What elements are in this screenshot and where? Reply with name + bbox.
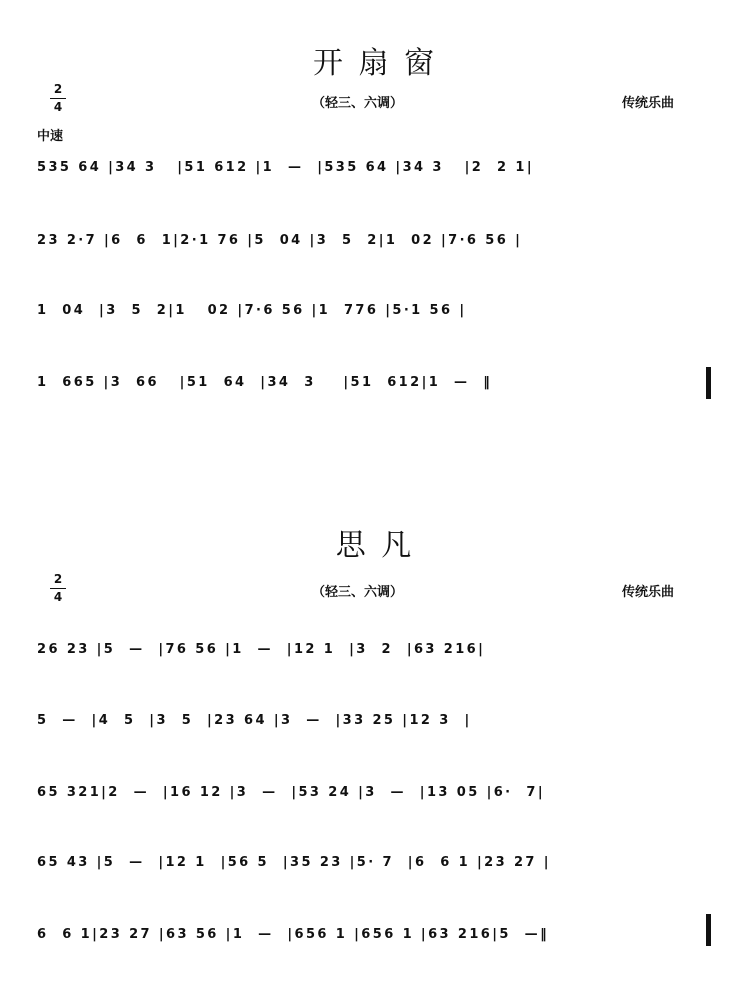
piece2-attribution: 传统乐曲 [622,585,675,600]
piece1-attribution: 传统乐曲 [622,96,675,111]
piece1-final-barline [706,367,711,399]
piece2-row-3: 65 321|2 — |16 12 |3 — |53 24 |3 — |13 05 |6· 7| [37,785,545,800]
piece1-title: 开 扇 窗 [312,46,438,81]
piece1-row-4: 1 665 |3 66 |51 64 |34 3 |51 612|1 — ‖ [37,375,493,390]
piece2-final-barline [706,914,711,946]
piece1-tempo: 中速 [37,129,64,144]
piece1-row-3: 1 04 |3 5 2|1 02 |7·6 56 |1 776 |5·1 56 | [37,303,467,318]
time-signature-bottom: 4 [53,590,63,604]
piece2-time-signature [50,572,66,605]
time-signature-top: 2 [53,82,63,96]
piece1-row-2: 23 2·7 |6 6 1|2·1 76 |5 04 |3 5 2|1 02 |7·6 56 | [37,233,523,248]
piece2-row-1: 26 23 |5 — |76 56 |1 — |12 1 |3 2 |63 216| [37,642,486,657]
piece2-key: （轻三、六调） [312,585,404,600]
piece1-row-1: 535 64 |34 3 |51 612 |1 — |535 64 |34 3 |2 2 1| [37,160,535,175]
piece2-row-4: 65 43 |5 — |12 1 |56 5 |35 23 |5· 7 |6 6 1 |23 27 | [37,855,551,870]
piece2-title: 思 凡 [335,528,415,563]
piece1-time-signature [50,82,66,115]
piece2-row-5: 6 6 1|23 27 |63 56 |1 — |656 1 |656 1 |63 216|5 —‖ [37,927,549,942]
time-signature-line [50,98,66,99]
time-signature-line [50,588,66,589]
time-signature-bottom: 4 [53,100,63,114]
piece2-row-2: 5 — |4 5 |3 5 |23 64 |3 — |33 25 |12 3 | [37,713,472,728]
time-signature-top: 2 [53,572,63,586]
piece1-key: （轻三、六调） [312,96,404,111]
